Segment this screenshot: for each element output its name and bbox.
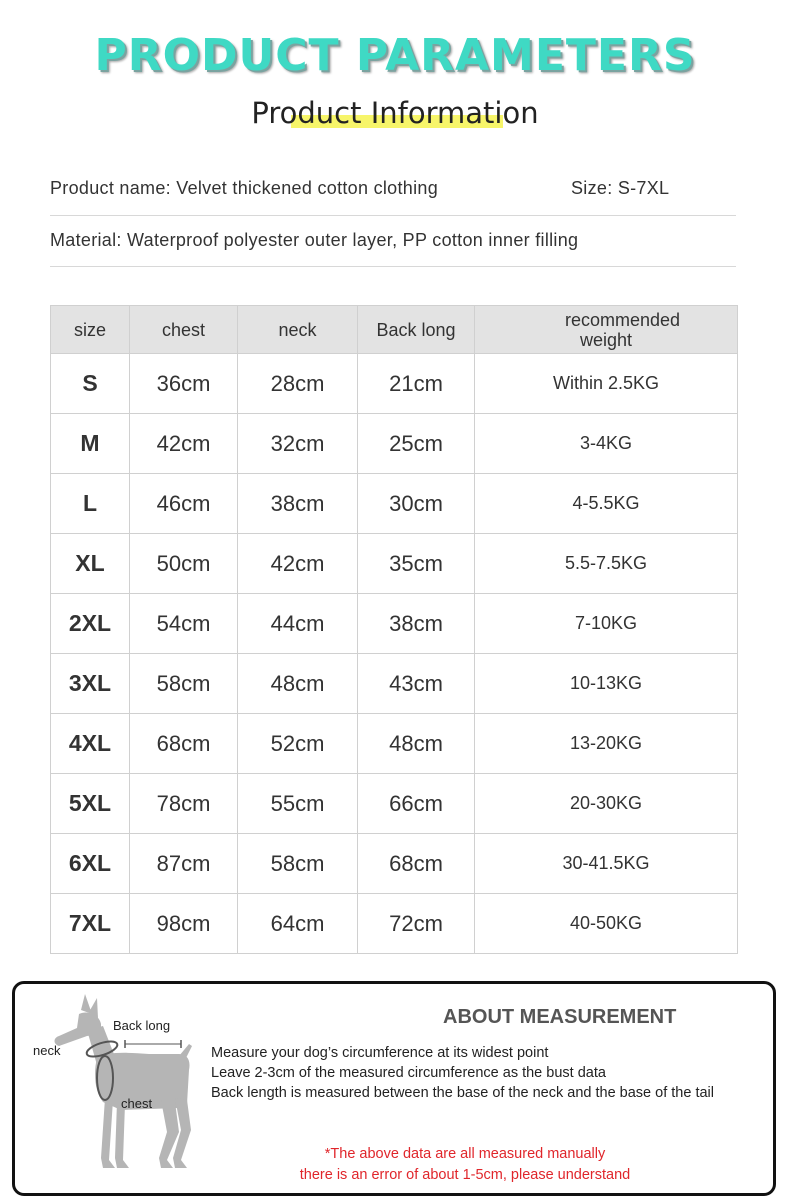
cell-neck: 58cm	[238, 834, 358, 894]
cell-back-long: 72cm	[358, 894, 475, 954]
header-neck: neck	[238, 306, 358, 354]
cell-neck: 64cm	[238, 894, 358, 954]
cell-back-long: 21cm	[358, 354, 475, 414]
table-row	[51, 894, 738, 954]
dog-illustration	[29, 992, 209, 1187]
product-name-line	[50, 178, 736, 199]
back-long-label: Back long	[113, 1018, 171, 1033]
cell-back-long: 48cm	[358, 714, 475, 774]
cell-size: 6XL	[51, 834, 130, 894]
cell-neck: 28cm	[238, 354, 358, 414]
measurement-instruction: Measure your dog’s circumference at its widest point	[211, 1045, 549, 1061]
cell-neck: 48cm	[238, 654, 358, 714]
table-row	[51, 534, 738, 594]
cell-chest: 36cm	[130, 354, 238, 414]
chest-label: chest	[121, 1096, 153, 1111]
table-row	[51, 594, 738, 654]
cell-chest: 54cm	[130, 594, 238, 654]
size-table	[50, 305, 738, 954]
cell-neck: 38cm	[238, 474, 358, 534]
table-row	[51, 474, 738, 534]
table-row	[51, 654, 738, 714]
cell-weight: 40-50KG	[475, 894, 738, 954]
subtitle-wrap	[0, 96, 790, 130]
measurement-warning: *The above data are all measured manually	[324, 1146, 606, 1162]
cell-neck: 52cm	[238, 714, 358, 774]
header-size: size	[51, 306, 130, 354]
cell-chest: 68cm	[130, 714, 238, 774]
cell-back-long: 68cm	[358, 834, 475, 894]
cell-weight: 7-10KG	[475, 594, 738, 654]
about-measurement-title: ABOUT MEASUREMENT	[443, 1006, 677, 1028]
header-chest: chest	[130, 306, 238, 354]
cell-weight: 4-5.5KG	[475, 474, 738, 534]
cell-weight: Within 2.5KG	[475, 354, 738, 414]
page-title: PRODUCT PARAMETERS	[94, 30, 696, 81]
cell-chest: 98cm	[130, 894, 238, 954]
cell-chest: 46cm	[130, 474, 238, 534]
cell-chest: 42cm	[130, 414, 238, 474]
cell-chest: 87cm	[130, 834, 238, 894]
cell-weight: 10-13KG	[475, 654, 738, 714]
divider	[50, 266, 736, 267]
neck-label: neck	[33, 1043, 61, 1058]
cell-chest: 78cm	[130, 774, 238, 834]
cell-weight: 20-30KG	[475, 774, 738, 834]
cell-size: 4XL	[51, 714, 130, 774]
cell-back-long: 30cm	[358, 474, 475, 534]
cell-back-long: 35cm	[358, 534, 475, 594]
cell-size: S	[51, 354, 130, 414]
measurement-instruction: Back length is measured between the base of the neck and the base of the tail	[211, 1085, 714, 1101]
header-recommended-weight: recommended weight	[475, 306, 738, 354]
table-row	[51, 714, 738, 774]
measurement-warning: there is an error of about 1-5cm, please understand	[299, 1167, 631, 1183]
cell-size: XL	[51, 534, 130, 594]
cell-size: 3XL	[51, 654, 130, 714]
cell-neck: 55cm	[238, 774, 358, 834]
cell-back-long: 66cm	[358, 774, 475, 834]
cell-weight: 30-41.5KG	[475, 834, 738, 894]
header-back-long: Back long	[358, 306, 475, 354]
cell-size: M	[51, 414, 130, 474]
cell-neck: 32cm	[238, 414, 358, 474]
cell-size: 7XL	[51, 894, 130, 954]
subtitle-text: Product Information	[251, 96, 539, 130]
measurement-box	[12, 981, 776, 1196]
cell-neck: 42cm	[238, 534, 358, 594]
cell-weight: 5.5-7.5KG	[475, 534, 738, 594]
cell-weight: 3-4KG	[475, 414, 738, 474]
cell-chest: 50cm	[130, 534, 238, 594]
cell-back-long: 25cm	[358, 414, 475, 474]
table-row	[51, 834, 738, 894]
cell-back-long: 38cm	[358, 594, 475, 654]
table-row	[51, 354, 738, 414]
product-material: Material: Waterproof polyester outer layer, PP cotton inner filling	[50, 230, 579, 250]
measurement-instruction: Leave 2-3cm of the measured circumference as the bust data	[211, 1065, 606, 1081]
cell-weight: 13-20KG	[475, 714, 738, 774]
cell-size: 2XL	[51, 594, 130, 654]
cell-size: 5XL	[51, 774, 130, 834]
table-header-row	[51, 306, 738, 354]
table-row	[51, 414, 738, 474]
cell-size: L	[51, 474, 130, 534]
divider	[50, 215, 736, 216]
product-size: Size: S-7XL	[571, 178, 670, 198]
cell-chest: 58cm	[130, 654, 238, 714]
cell-neck: 44cm	[238, 594, 358, 654]
cell-back-long: 43cm	[358, 654, 475, 714]
section-subtitle	[251, 96, 538, 130]
product-name: Product name: Velvet thickened cotton clothing	[50, 178, 439, 198]
table-row	[51, 774, 738, 834]
